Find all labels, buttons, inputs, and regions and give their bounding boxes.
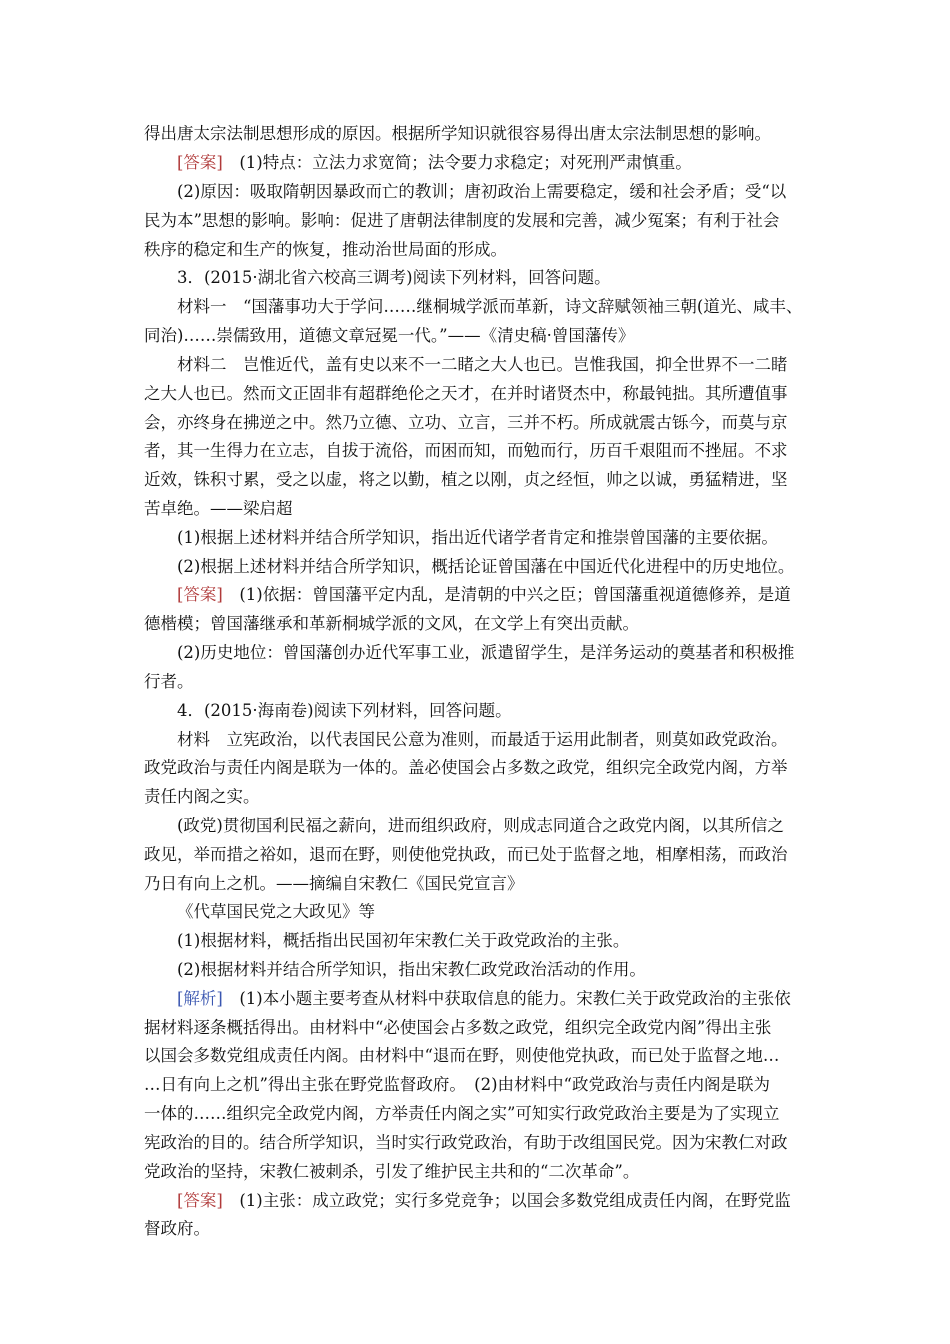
answer-tag: [答案] — [177, 585, 223, 604]
question-heading: 4．(2015·海南卷)阅读下列材料，回答问题。 — [177, 701, 512, 720]
text-line: 《代草国民党之大政见》等 — [177, 902, 375, 921]
text-line: 政党政治与责任内阁是联为一体的。盖必使国会占多数之政党，组织完全政党内阁，方举 — [144, 758, 788, 777]
analysis-tag: [解析] — [177, 989, 223, 1008]
text-line: 宪政治的目的。结合所学知识，当时实行政党政治，有助于改组国民党。因为宋教仁对政 — [144, 1133, 788, 1152]
answer-line: [答案] (1)依据：曾国藩平定内乱，是清朝的中兴之臣；曾国藩重视道德修养，是道 — [177, 585, 791, 604]
text-line: (政党)贯彻国利民福之薪向，进而组织政府，则成志同道合之政党内阁，以其所信之 — [177, 816, 784, 835]
text-line: 之大人也已。然而文正固非有超群绝伦之天才，在并时诸贤杰中，称最钝拙。其所遭值事 — [144, 384, 788, 403]
text-line: 民为本”思想的影响。影响：促进了唐朝法律制度的发展和完善，减少冤案；有利于社会 — [144, 211, 780, 230]
text-line: 党政治的坚持，宋教仁被刺杀，引发了维护民主共和的“二次革命”。 — [144, 1162, 640, 1181]
answer-line: [答案] (1)主张：成立政党；实行多党竞争；以国会多数党组成责任内阁，在野党监 — [177, 1191, 791, 1210]
text-line: 一体的……组织完全政党内阁，方举责任内阁之实”可知实行政党政治主要是为了实现立 — [144, 1104, 780, 1123]
text-line: 乃日有向上之机。——摘编自宋教仁《国民党宣言》 — [144, 874, 524, 893]
text-line: 同治)……崇儒致用，道德文章冠冕一代。”——《清史稿·曾国藩传》 — [144, 326, 635, 345]
text-line: (2)根据上述材料并结合所学知识，概括论证曾国藩在中国近代化进程中的历史地位。 — [177, 557, 795, 576]
text-line: 德楷模；曾国藩继承和革新桐城学派的文风，在文学上有突出贡献。 — [144, 614, 639, 633]
text-line: 秩序的稳定和生产的恢复，推动治世局面的形成。 — [144, 240, 507, 259]
text-line: 者，其一生得力在立志，自拔于流俗，而困而知，而勉而行，历百千艰阻而不挫屈。不求 — [144, 441, 788, 460]
text-line: (2)原因：吸取隋朝因暴政而亡的教训；唐初政治上需要稳定，缓和社会矛盾；受“以 — [177, 182, 787, 201]
question-heading: 3．(2015·湖北省六校高三调考)阅读下列材料，回答问题。 — [177, 268, 611, 287]
text-line: 责任内阁之实。 — [144, 787, 260, 806]
answer-line: [答案] (1)特点：立法力求宽简；法令要力求稳定；对死刑严肃慎重。 — [177, 153, 692, 172]
answer-tag: [答案] — [177, 1191, 223, 1210]
analysis-line: [解析] (1)本小题主要考查从材料中获取信息的能力。宋教仁关于政党政治的主张依 — [177, 989, 791, 1008]
text-line: …日有向上之机”得出主张在野党监督政府。 (2)由材料中“政党政治与责任内阁是联为 — [144, 1075, 770, 1094]
text-line: 会，亦终身在拂逆之中。然乃立德、立功、立言，三并不朽。所成就震古铄今，而莫与京 — [144, 413, 788, 432]
text-line: 近效，铢积寸累，受之以虚，将之以勤，植之以刚，贞之经恒，帅之以诚，勇猛精进，坚 — [144, 470, 788, 489]
text-line: (2)根据材料并结合所学知识，指出宋教仁政党政治活动的作用。 — [177, 960, 646, 979]
text-line: 苦卓绝。——梁启超 — [144, 499, 293, 518]
answer-tag: [答案] — [177, 153, 223, 172]
text-line: 材料二 岂惟近代，盖有史以来不一二睹之大人也已。岂惟我国，抑全世界不一二睹 — [177, 355, 788, 374]
text-line: 材料一 “国藩事功大于学问……继桐城学派而革新，诗文辞赋领袖三朝(道光、咸丰、 — [177, 297, 803, 316]
text-line: 以国会多数党组成责任内阁。由材料中“退而在野，则使他党执政，而已处于监督之地… — [144, 1046, 780, 1065]
text-line: 得出唐太宗法制思想形成的原因。根据所学知识就很容易得出唐太宗法制思想的影响。 — [144, 124, 771, 143]
text-line: 据材料逐条概括得出。由材料中“必使国会占多数之政党，组织完全政党内阁”得出主张 — [144, 1018, 772, 1037]
text-line: (1)根据材料，概括指出民国初年宋教仁关于政党政治的主张。 — [177, 931, 630, 950]
text-line: (2)历史地位：曾国藩创办近代军事工业，派遣留学生，是洋务运动的奠基者和积极推 — [177, 643, 795, 662]
text-line: (1)根据上述材料并结合所学知识，指出近代诸学者肯定和推崇曾国藩的主要依据。 — [177, 528, 778, 547]
text-line: 督政府。 — [144, 1219, 210, 1238]
text-line: 政见，举而措之裕如，退而在野，则使他党执政，而已处于监督之地，相摩相荡，而政治 — [144, 845, 788, 864]
text-line: 材料 立宪政治，以代表国民公意为准则，而最适于运用此制者，则莫如政党政治。 — [177, 730, 788, 749]
text-line: 行者。 — [144, 672, 194, 691]
